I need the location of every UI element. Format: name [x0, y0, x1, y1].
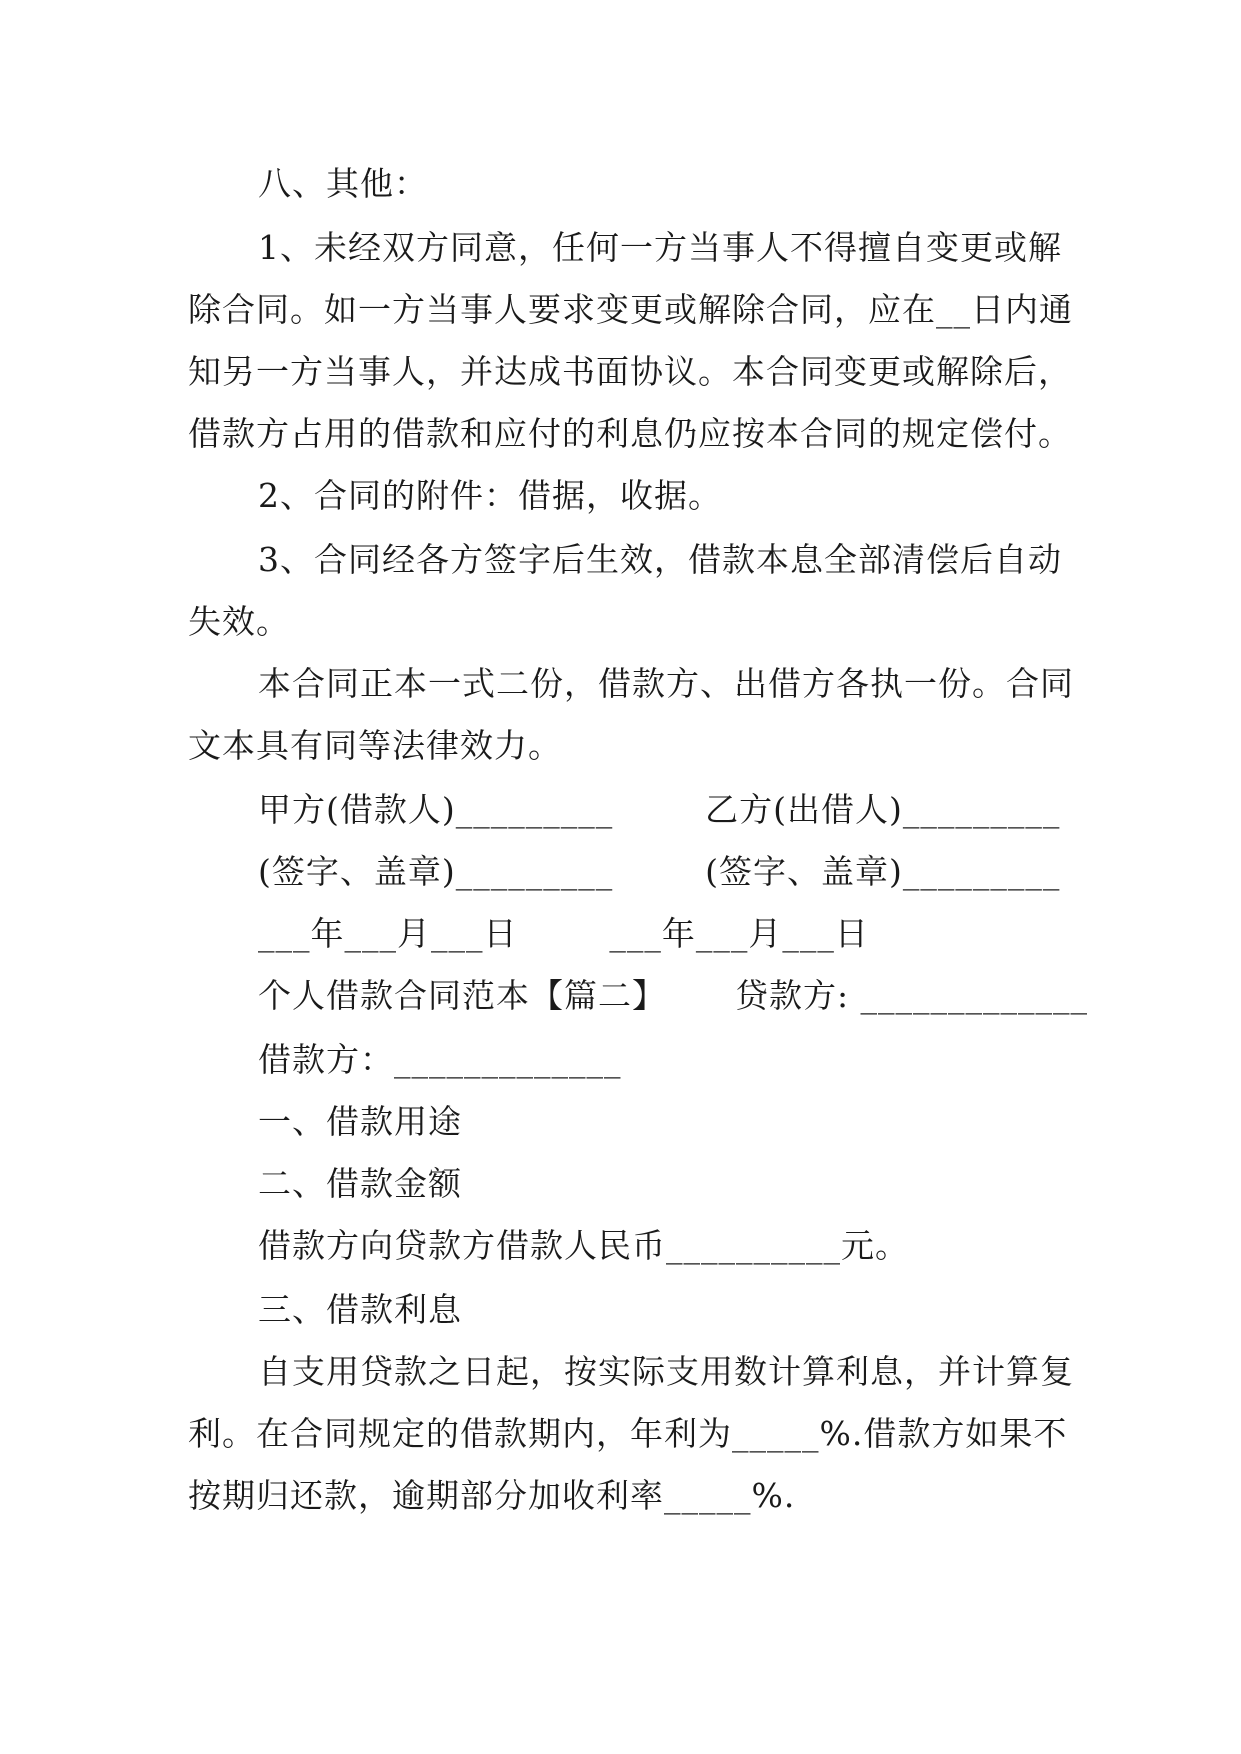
paragraph-line: 自支用贷款之日起，按实际支用数计算利息，并计算复	[258, 1352, 1074, 1391]
paragraph-line: 本合同正本一式二份，借款方、出借方各执一份。合同	[258, 664, 1074, 703]
paragraph-line: 借款方向贷款方借款人民币__________元。	[258, 1226, 909, 1265]
section-heading-purpose: 一、借款用途	[258, 1102, 462, 1141]
section-heading-other: 八、其他：	[258, 164, 428, 203]
section-heading-amount: 二、借款金额	[258, 1164, 462, 1203]
paragraph-line: 2、合同的附件：借据，收据。	[258, 476, 722, 515]
paragraph-line: 除合同。如一方当事人要求变更或解除合同，应在__日内通	[188, 290, 1073, 329]
signature-seal-line: (签字、盖章)_________ (签字、盖章)_________	[258, 852, 1061, 891]
contract-title-line: 个人借款合同范本【篇二】 贷款方: _____________	[258, 976, 1089, 1015]
paragraph-line: 借款方占用的借款和应付的利息仍应按本合同的规定偿付。	[188, 414, 1072, 453]
paragraph-line: 文本具有同等法律效力。	[188, 726, 562, 765]
section-heading-interest: 三、借款利息	[258, 1290, 462, 1329]
borrower-line: 借款方：_____________	[258, 1040, 622, 1079]
paragraph-line: 知另一方当事人，并达成书面协议。本合同变更或解除后，	[188, 352, 1072, 391]
paragraph-line: 3、合同经各方签字后生效，借款本息全部清偿后自动	[258, 540, 1062, 579]
paragraph-line: 按期归还款，逾期部分加收利率_____%.	[188, 1476, 796, 1515]
paragraph-line: 1、未经双方同意，任何一方当事人不得擅自变更或解	[258, 228, 1062, 267]
paragraph-line: 利。在合同规定的借款期内，年利为_____%.借款方如果不	[188, 1414, 1068, 1453]
paragraph-line: 失效。	[188, 602, 290, 641]
signature-party-line: 甲方(借款人)_________ 乙方(出借人)_________	[258, 790, 1061, 829]
signature-date-line: ___年___月___日 ___年___月___日	[258, 914, 869, 953]
